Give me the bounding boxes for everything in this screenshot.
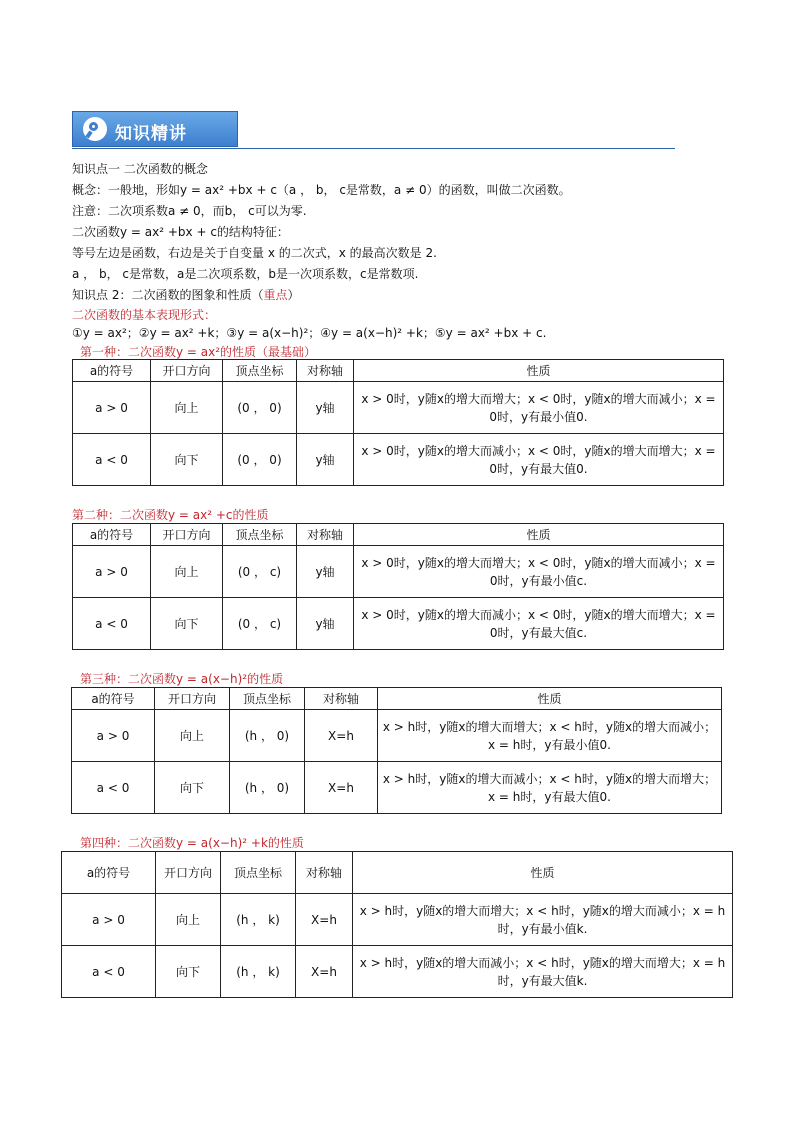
table1-caption: 第一种：二次函数y = ax²的性质（最基础） xyxy=(80,345,317,359)
table1-header: a的符号 xyxy=(73,360,151,382)
table-cell: 向上 xyxy=(151,382,223,434)
table-cell: y轴 xyxy=(297,546,354,598)
table2-header: 对称轴 xyxy=(297,524,354,546)
table-cell: y轴 xyxy=(297,434,354,486)
kp1-note: 注意：二次项系数a ≠ 0，而b， c可以为零. xyxy=(72,204,307,218)
table-cell: 向下 xyxy=(151,434,223,486)
table-cell: a < 0 xyxy=(62,946,156,998)
table2-header: 顶点坐标 xyxy=(223,524,297,546)
table-row xyxy=(72,710,722,762)
table3-header: a的符号 xyxy=(72,688,155,710)
table4-header: a的符号 xyxy=(62,852,156,894)
banner-title: 知识精讲 xyxy=(115,124,187,144)
table-cell: y轴 xyxy=(297,598,354,650)
table-cell: y轴 xyxy=(297,382,354,434)
table-cell: X=h xyxy=(305,710,378,762)
kp2-heading xyxy=(72,287,299,303)
table-cell: 向下 xyxy=(151,598,223,650)
table-cell: (0 ， c) xyxy=(223,546,297,598)
table-cell: (h ， k) xyxy=(221,946,296,998)
table-row xyxy=(73,598,724,650)
table-cell: 向上 xyxy=(156,894,221,946)
section-banner xyxy=(72,111,238,147)
kp1-structure: 二次函数y = ax² +bx + c的结构特征： xyxy=(72,225,289,239)
table1-header: 顶点坐标 xyxy=(223,360,297,382)
table-cell: (0 ， c) xyxy=(223,598,297,650)
search-logo-icon xyxy=(83,117,107,141)
table-row xyxy=(62,894,733,946)
table-cell: (h ， 0) xyxy=(230,710,305,762)
table4-header: 顶点坐标 xyxy=(221,852,296,894)
table-cell: (0 ， 0) xyxy=(223,434,297,486)
forms-list: ①y = ax²；②y = ax² +k；③y = a(x−h)²；④y = a(x−h)² +k；⑤y = ax² +bx + c. xyxy=(72,326,547,340)
table4-header: 性质 xyxy=(353,852,733,894)
table-cell: X=h xyxy=(296,946,353,998)
table2-caption: 第二种：二次函数y = ax² +c的性质 xyxy=(72,508,269,522)
table-cell: a < 0 xyxy=(72,762,155,814)
table-cell: (0 ， 0) xyxy=(223,382,297,434)
kp1-coeffs: a ， b， c是常数，a是二次项系数，b是一次项系数，c是常数项. xyxy=(72,267,419,281)
kp1-left-right: 等号左边是函数，右边是关于自变量 x 的二次式，x 的最高次数是 2. xyxy=(72,246,437,260)
table3 xyxy=(71,687,722,814)
table-cell: x > h时，y随x的增大而减小；x < h时，y随x的增大而增大；x = h时，y有最大值k. xyxy=(353,946,733,998)
table3-header: 性质 xyxy=(378,688,722,710)
table-cell: x > 0时，y随x的增大而增大；x < 0时，y随x的增大而减小；x = 0时，y有最小值0. xyxy=(354,382,724,434)
table4 xyxy=(61,851,733,998)
table2-header: 性质 xyxy=(354,524,724,546)
banner-rule xyxy=(72,148,675,149)
table-cell: (h ， 0) xyxy=(230,762,305,814)
table-cell: (h ， k) xyxy=(221,894,296,946)
table1-header: 对称轴 xyxy=(297,360,354,382)
table4-caption: 第四种：二次函数y = a(x−h)² +k的性质 xyxy=(80,836,304,850)
table-cell: a > 0 xyxy=(62,894,156,946)
table2 xyxy=(72,523,724,650)
table4-header: 开口方向 xyxy=(156,852,221,894)
table-cell: x > h时，y随x的增大而减小；x < h时，y随x的增大而增大；x = h时，y有最大值0. xyxy=(378,762,722,814)
table-row xyxy=(73,382,724,434)
forms-title: 二次函数的基本表现形式： xyxy=(72,308,217,322)
table3-header: 开口方向 xyxy=(155,688,230,710)
table-row xyxy=(73,434,724,486)
table1-header: 性质 xyxy=(354,360,724,382)
table-cell: x > 0时，y随x的增大而减小；x < 0时，y随x的增大而增大；x = 0时，y有最大值0. xyxy=(354,434,724,486)
table-cell: a > 0 xyxy=(73,382,151,434)
table3-caption: 第三种：二次函数y = a(x−h)²的性质 xyxy=(80,672,284,686)
table-cell: 向下 xyxy=(155,762,230,814)
table-cell: a < 0 xyxy=(73,434,151,486)
kp2-heading-prefix: 知识点 2：二次函数的图象和性质（ xyxy=(72,288,264,302)
table1-header: 开口方向 xyxy=(151,360,223,382)
table-cell: a < 0 xyxy=(73,598,151,650)
table-cell: a > 0 xyxy=(73,546,151,598)
table-row xyxy=(72,762,722,814)
table3-header: 对称轴 xyxy=(305,688,378,710)
table1 xyxy=(72,359,724,486)
table-cell: X=h xyxy=(296,894,353,946)
table-cell: X=h xyxy=(305,762,378,814)
table-cell: 向上 xyxy=(155,710,230,762)
table-cell: a > 0 xyxy=(72,710,155,762)
table3-header: 顶点坐标 xyxy=(230,688,305,710)
table-cell: x > h时，y随x的增大而增大；x < h时，y随x的增大而减小；x = h时，y有最小值k. xyxy=(353,894,733,946)
table-row xyxy=(62,946,733,998)
table-cell: 向上 xyxy=(151,546,223,598)
table-cell: 向下 xyxy=(156,946,221,998)
kp1-concept: 概念：一般地，形如y = ax² +bx + c（a ， b， c是常数，a ≠ 0）的函数，叫做二次函数。 xyxy=(72,183,571,197)
kp2-heading-key: 重点 xyxy=(263,288,288,302)
kp1-heading: 知识点一 二次函数的概念 xyxy=(72,162,208,176)
table2-header: 开口方向 xyxy=(151,524,223,546)
table4-header: 对称轴 xyxy=(296,852,353,894)
kp2-heading-suffix: ） xyxy=(287,288,300,302)
table2-header: a的符号 xyxy=(73,524,151,546)
table-cell: x > 0时，y随x的增大而增大；x < 0时，y随x的增大而减小；x = 0时，y有最小值c. xyxy=(354,546,724,598)
table-cell: x > 0时，y随x的增大而减小；x < 0时，y随x的增大而增大；x = 0时，y有最大值c. xyxy=(354,598,724,650)
table-cell: x > h时，y随x的增大而增大；x < h时，y随x的增大而减小；x = h时，y有最小值0. xyxy=(378,710,722,762)
table-row xyxy=(73,546,724,598)
